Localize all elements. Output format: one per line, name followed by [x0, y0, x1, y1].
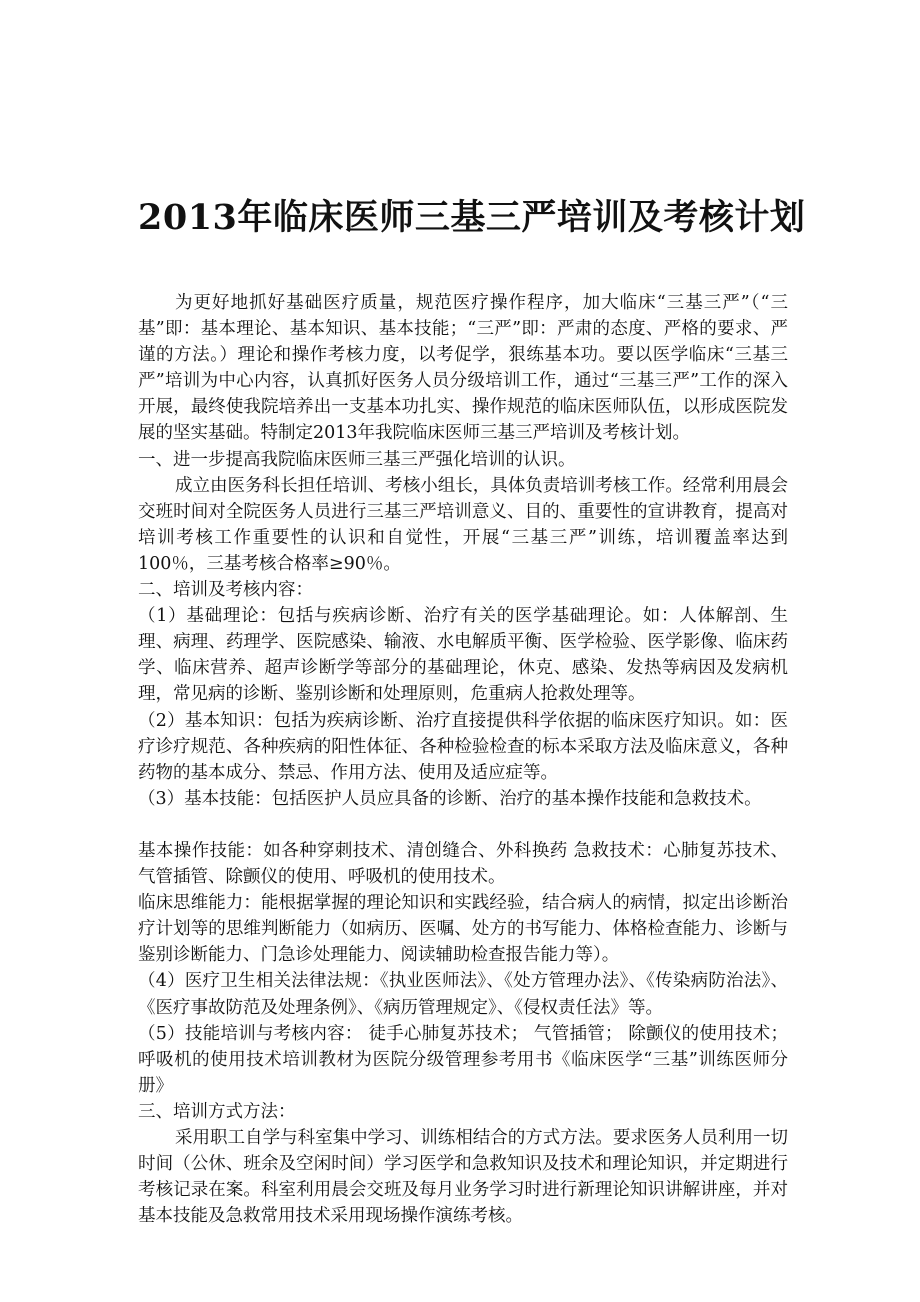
- section-heading-3: 三、培训方式方法：: [138, 1101, 296, 1122]
- document-title: 2013年临床医师三基三严培训及考核计划: [138, 197, 806, 238]
- clinical-thinking-paragraph: 临床思维能力：能根据掌握的理论知识和实践经验，结合病人的病情，拟定出诊断治疗计划等的思维判断能力（如病历、医嘱、处方的书写能力、体格检查能力、诊断与鉴别诊断能力、门急诊处理能力、阅读辅助检查报告能力等）。: [138, 893, 788, 966]
- section-3-paragraph: 采用职工自学与科室集中学习、训练相结合的方式方法。要求医务人员利用一切时间（公休、班余及空闲时间）学习医学和急救知识及技术和理论知识，并定期进行考核记录在案。科室利用晨会交班及每月业务学习时进行新理论知识讲解讲座，并对基本技能及急救常用技术采用现场操作演练考核。: [138, 1128, 788, 1227]
- document-body: [138, 290, 788, 1229]
- basic-operation-skills-paragraph: 基本操作技能：如各种穿刺技术、清创缝合、外科换药 急救技术：心肺复苏技术、气管插管、除颤仪的使用、呼吸机的使用技术。: [138, 840, 788, 888]
- intro-paragraph: 为更好地抓好基础医疗质量，规范医疗操作程序，加大临床“三基三严”（“三基”即：基本理论、基本知识、基本技能；“三严”即：严肃的态度、严格的要求、严谨的方法。）理论和操作考核力度，以考促学，狠练基本功。要以医学临床“三基三严”培训为中心内容，认真抓好医务人员分级培训工作，通过“三基三严”工作的深入开展，最终使我院培养出一支基本功扎实、操作规范的临床医师队伍，以形成医院发展的坚实基础。特制定2013年我院临床医师三基三严培训及考核计划。: [138, 293, 788, 444]
- item-skills-training: （5）技能培训与考核内容： 徒手心肺复苏技术； 气管插管； 除颤仪的使用技术； 呼吸机的使用技术培训教材为医院分级管理参考用书《临床医学“三基”训练医师分册》: [138, 1023, 788, 1096]
- item-laws-regulations: （4）医疗卫生相关法律法规：《执业医师法》、《处方管理办法》、《传染病防治法》、《医疗事故防范及处理条例》、《病历管理规定》、《侵权责任法》等。: [138, 971, 788, 1018]
- section-1-paragraph: 成立由医务科长担任培训、考核小组长，具体负责培训考核工作。经常利用晨会交班时间对全院医务人员进行三基三严培训意义、目的、重要性的宣讲教育，提高对培训考核工作重要性的认识和自觉性，开展“三基三严”训练，培训覆盖率达到100％，三基考核合格率≥90％。: [138, 475, 788, 574]
- item-basic-skills: （3）基本技能：包括医护人员应具备的诊断、治疗的基本操作技能和急救技术。: [138, 788, 762, 809]
- section-heading-2: 二、培训及考核内容：: [138, 580, 313, 601]
- blank-line: [138, 812, 788, 838]
- item-basic-knowledge: （2）基本知识：包括为疾病诊断、治疗直接提供科学依据的临床医疗知识。如：医疗诊疗规范、各种疾病的阳性体征、各种检验检查的标本采取方法及临床意义，各种药物的基本成分、禁忌、作用方法、使用及适应症等。: [138, 710, 788, 783]
- section-heading-1: 一、进一步提高我院临床医师三基三严强化培训的认识。: [138, 449, 576, 470]
- item-basic-theory: （1）基础理论：包括与疾病诊断、治疗有关的医学基础理论。如：人体解剖、生理、病理、药理学、医院感染、输液、水电解质平衡、医学检验、医学影像、临床药学、临床营养、超声诊断学等部分的基础理论，休克、感染、发热等病因及发病机理，常见病的诊断、鉴别诊断和处理原则，危重病人抢救处理等。: [138, 606, 788, 705]
